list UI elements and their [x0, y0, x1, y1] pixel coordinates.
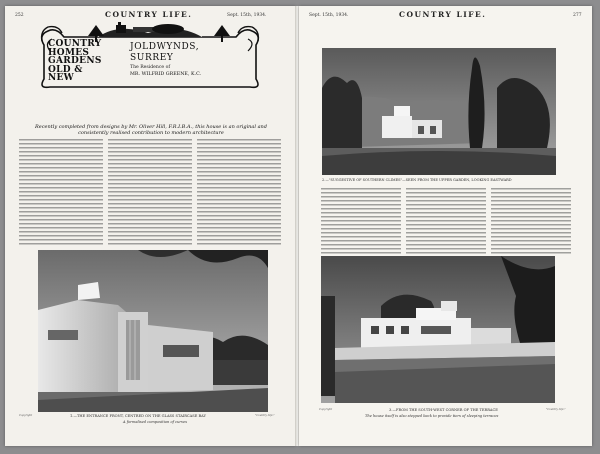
credit-left-3: Copyright [319, 408, 333, 411]
photo-3-subcaption: The house itself is also stepped back to provide tiers of sleeping terraces [365, 414, 499, 418]
terrace-photo [321, 256, 555, 403]
owner-line-1: The Residence of [130, 65, 171, 70]
owner-line-2: MR. WILFRID GREENE, K.C. [130, 72, 202, 77]
county: SURREY [130, 53, 174, 63]
photo-1-subcaption: A formalised composition of curves [123, 420, 188, 424]
intro-standfirst: Recently completed from designs by Mr. Oliver Hill, F.R.I.B.A., this house is an original and consistently realised contribution to modern architecture [35, 124, 267, 137]
text-column-right-2 [406, 188, 486, 254]
date-right: Sept. 15th, 1934. [309, 13, 349, 18]
date-left: Sept. 15th, 1934. [227, 13, 267, 18]
page-number-left: 252 [15, 13, 24, 18]
text-column-right-3 [491, 188, 571, 254]
series-line-3: GARDENS [48, 56, 102, 67]
upper-garden-image [322, 48, 556, 175]
entrance-front-image [38, 250, 268, 412]
house-name: JOLDWYNDS, [130, 42, 200, 52]
series-title [48, 40, 104, 83]
series-banner [38, 21, 262, 91]
series-line-1: COUNTRY [48, 39, 102, 49]
text-column-1 [19, 139, 103, 245]
photo-3-caption: 3.—FROM THE SOUTH-WEST CORNER OF THE TERRACE [389, 408, 498, 412]
running-head-right: COUNTRY LIFE. [399, 10, 487, 19]
right-page [299, 6, 592, 446]
credit-right-1: "Country Life." [255, 414, 275, 417]
credit-left-1: Copyright [19, 414, 33, 417]
series-line-2: HOMES [48, 47, 90, 58]
series-line-4: OLD & NEW [48, 64, 83, 84]
terrace-image [321, 256, 555, 403]
text-column-2 [108, 139, 192, 245]
photo-2-caption: 2.—"SUGGESTIVE OF SOUTHERN CLIMES"—SEEN FROM THE UPPER GARDEN, LOOKING EASTWARD [322, 178, 512, 182]
running-head-left: COUNTRY LIFE. [105, 10, 193, 19]
text-column-3 [197, 139, 281, 245]
left-page [5, 6, 296, 446]
text-column-right-1 [321, 188, 401, 254]
credit-right-3: "Country Life." [546, 408, 566, 411]
upper-garden-photo [322, 48, 556, 175]
page-number-right: 277 [573, 13, 582, 18]
entrance-front-photo [38, 250, 268, 412]
photo-1-caption: 1.—THE ENTRANCE FRONT, CENTRED ON THE GLASS STAIRCASE BAY [70, 414, 206, 418]
